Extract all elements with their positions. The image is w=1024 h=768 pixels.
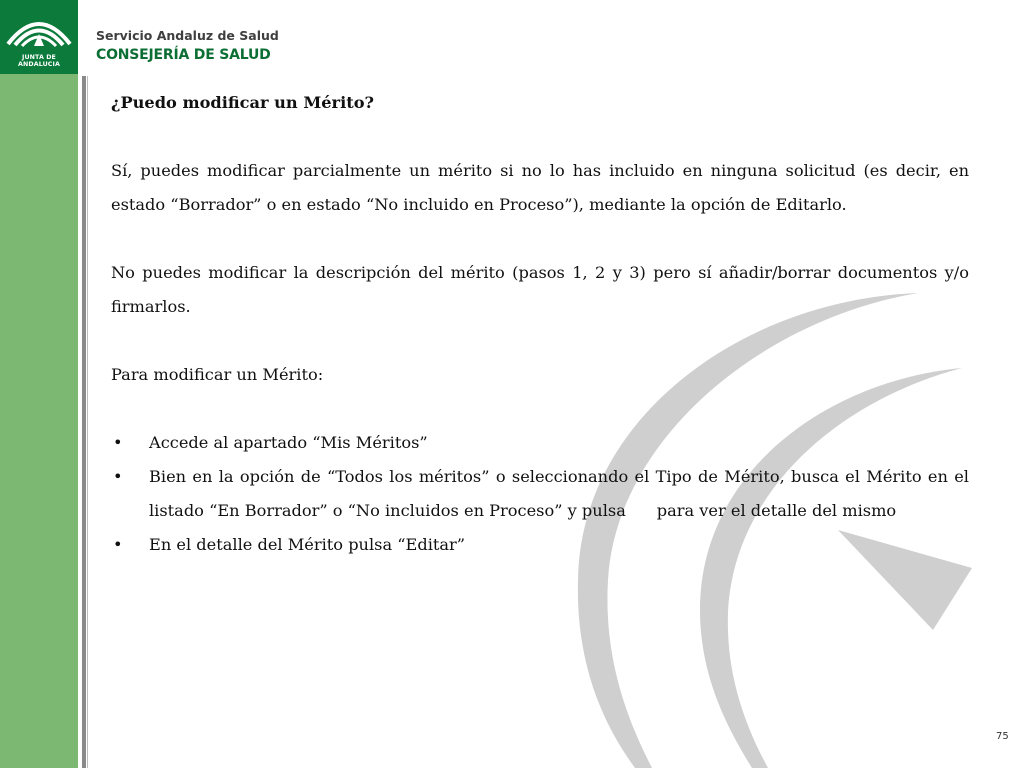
bullet: • xyxy=(113,535,123,554)
list-item-text: En el detalle del Mérito pulsa “Editar” xyxy=(149,535,466,554)
slide-title: ¿Puedo modificar un Mérito? xyxy=(111,93,374,112)
org-name: Servicio Andaluz de Salud xyxy=(96,28,279,43)
list-item-text: Accede al apartado “Mis Méritos” xyxy=(149,433,428,452)
paragraph-3: Para modificar un Mérito: xyxy=(111,365,324,384)
page-number: 75 xyxy=(996,731,1009,742)
slide-content xyxy=(111,86,975,562)
bullet: • xyxy=(113,467,123,486)
logo-text: JUNTA DE ANDALUCIA xyxy=(18,54,60,68)
bullet: • xyxy=(113,433,123,452)
steps-list xyxy=(111,426,975,562)
list-item-text: Bien en la opción de “Todos los méritos” o seleccionando el Tipo de Mérito, busca el Mérito en el listado “En Borrador” o “No incluidos en Proceso” y pulsa para ver el detalle del mismo xyxy=(149,467,975,520)
list-item xyxy=(111,460,975,528)
ministry-name: CONSEJERÍA DE SALUD xyxy=(96,47,271,63)
paragraph-2: No puedes modificar la descripción del mérito (pasos 1, 2 y 3) pero sí añadir/borrar documentos y/o firmarlos. xyxy=(111,263,969,316)
list-item xyxy=(111,528,969,562)
paragraph-1: Sí, puedes modificar parcialmente un mérito si no lo has incluido en ninguna solicitud (es decir, en estado “Borrador” o en estado “No incluido en Proceso”), mediante la opción de Editarlo. xyxy=(111,161,969,214)
list-item xyxy=(111,426,969,460)
